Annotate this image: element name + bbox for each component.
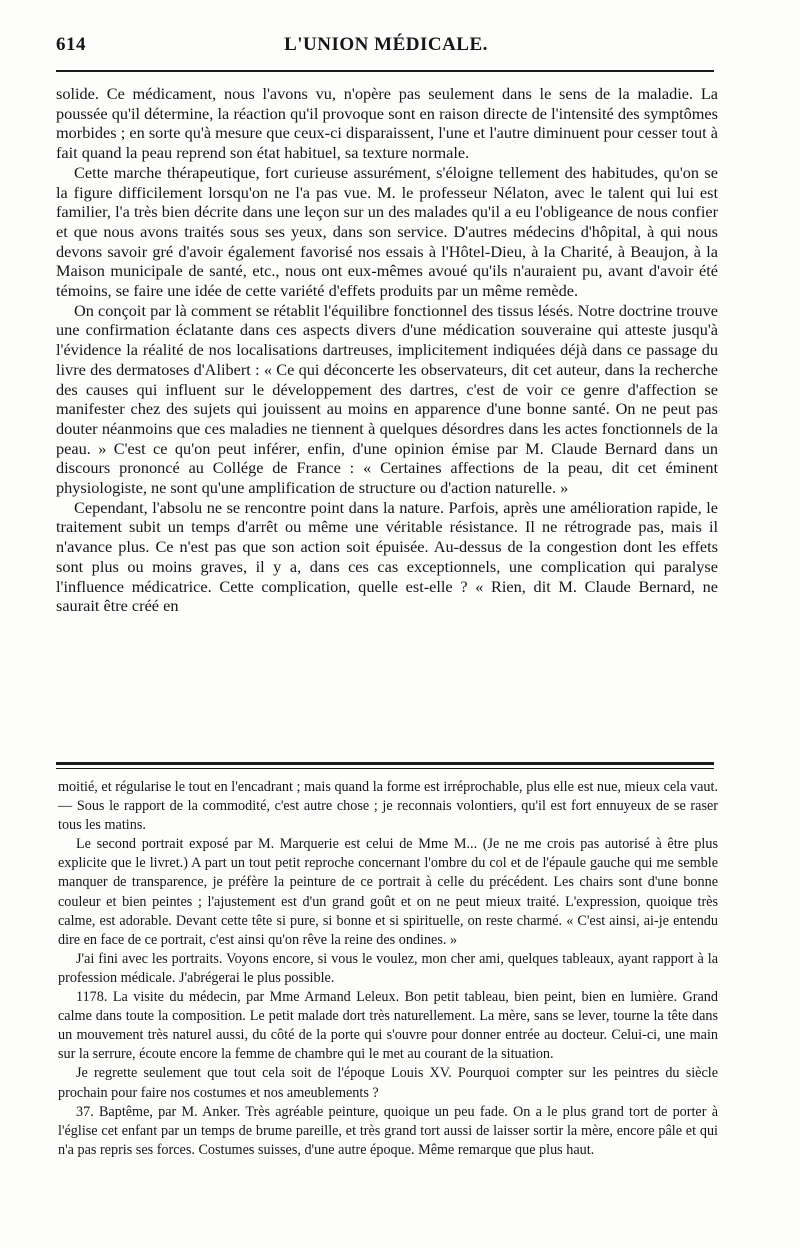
feuilleton-paragraph: J'ai fini avec les portraits. Voyons encore, si vous le voulez, mon cher ami, quelques tableaux, ayant rapport à la profession médicale. J'abrégerai le plus possible. — [58, 950, 718, 986]
feuilleton-separator-thin — [56, 768, 714, 769]
main-paragraph: Cependant, l'absolu ne se rencontre point dans la nature. Parfois, après une amélioration rapide, le traitement subit un temps d'arrêt ou même une véritable résistance. Il ne rétrograde pas, mais il n'avance plus. Ce n'est pas que son action soit épuisée. Au-dessus de la congestion dont les effets sont plus ou moins graves, il y a, dans ces cas exceptionnels, une complication qui paralyse l'influence médicatrice. Cette complication, quelle est-elle ? « Rien, dit M. Claude Bernard, ne saurait être créé en — [56, 497, 718, 616]
page-number: 614 — [56, 34, 86, 55]
feuilleton-paragraph: Le second portrait exposé par M. Marquerie est celui de Mme M... (Je ne me crois pas autorisé à être plus explicite que le livret.) A part un tout petit reproche concernant l'ombre du col et de l'épaule gauche qui me semble manquer de transparence, je préfère la peinture de ce portrait à celle du précédent. Les chairs sont d'une bonne couleur et bien peintes ; l'ajustement est d'un grand goût et on ne peut mieux traité. L'expression, quoique très calme, est adorable. Devant cette tête si pure, si bonne et si spirituelle, on reste charmé. « C'est ainsi, ai-je entendu dire en face de ce portrait, c'est ainsi qu'on rêve la reine des ondines. » — [58, 836, 718, 948]
feuilleton-separator-thick — [56, 762, 714, 765]
page-header — [56, 34, 716, 58]
feuilleton-paragraph: 1178. La visite du médecin, par Mme Armand Leleux. Bon petit tableau, bien peint, bien en lumière. Grand calme dans toute la composition. Le petit malade dort très naturellement. La mère, sans se lever, tourne la tête dans un mouvement très naturel aussi, du côté de la porte qui s'ouvre pour donner entrée au docteur. Celui-ci, une main sur la serrure, écoute encore la femme de chambre qui le met au courant de la situation. — [58, 989, 718, 1063]
main-paragraph: On conçoit par là comment se rétablit l'équilibre fonctionnel des tissus lésés. Notre doctrine trouve une confirmation éclatante dans ces aspects divers d'une médication souveraine qui atteste jusqu'à l'évidence la réalité de nos localisations dartreuses, implicitement indiquées déjà dans ce passage du livre des dermatoses d'Alibert : « Ce qui déconcerte les observateurs, dit cet auteur, dans la recherche des causes qui influent sur le développement des dartres, c'est de voir ce genre d'affection se manifester chez des sujets qui jouissent au moins en apparence d'une bonne santé. On ne peut pas douter néanmoins que ces maladies ne tiennent à quelques désordres dans les actes fonctionnels de la peau. » C'est ce qu'on peut inférer, enfin, d'une opinion émise par M. Claude Bernard dans un discours prononcé au Collége de France : « Certaines affections de la peau, dit cet éminent physiologiste, ne sont qu'une amplification de structure ou d'action naturelle. » — [56, 300, 718, 498]
main-article — [56, 84, 718, 616]
main-paragraph: solide. Ce médicament, nous l'avons vu, n'opère pas seulement dans le sens de la maladie. La poussée qu'il détermine, la réaction qu'il provoque sont en raison directe de l'intensité des symptômes morbides ; en sorte qu'à mesure que ceux-ci disparaissent, l'une et l'autre diminuent pour cesser tout à fait quand la peau reprend son état habituel, sa texture normale. — [56, 84, 718, 163]
feuilleton-paragraph: Je regrette seulement que tout cela soit de l'époque Louis XV. Pourquoi compter sur les peintres du siècle prochain pour faire nos costumes et nos ameublements ? — [58, 1065, 718, 1101]
feuilleton-paragraph: moitié, et régularise le tout en l'encadrant ; mais quand la forme est irréprochable, plus elle est nue, mieux cela vaut. — Sous le rapport de la commodité, c'est autre chose ; je reconnais volontiers, qu'il est fort ennuyeux de se raser tous les matins. — [58, 779, 718, 834]
feuilleton-section — [58, 778, 718, 1160]
main-paragraph: Cette marche thérapeutique, fort curieuse assurément, s'éloigne tellement des habitudes, qu'on se la figure difficilement lorsqu'on ne l'a pas vue. M. le professeur Nélaton, avec le talent qui lui est familier, l'a très bien décrite dans une leçon sur un des malades qu'il a eu l'obligeance de nous confier et que nous avons traités sous ses yeux, dans son service. D'autres médecins d'hôpital, à qui nous devons savoir gré d'avoir également favorisé nos essais à l'Hôtel-Dieu, à la Charité, à Beaujon, à la Maison municipale de santé, etc., nous ont eux-mêmes avoué qu'ils n'auraient pu, avant d'avoir été témoins, se faire une idée de cette variété d'effets produits par un même remède. — [56, 162, 718, 301]
running-title: L'UNION MÉDICALE. — [284, 34, 488, 55]
header-rule — [56, 70, 714, 72]
feuilleton-paragraph: 37. Baptême, par M. Anker. Très agréable peinture, quoique un peu fade. On a le plus grand tort de porter à l'église cet enfant par un temps de brume pareille, et très grand tort aussi de laisser sortir la mère, encore pâle et qui n'a pas repris ses forces. Costumes suisses, d'une autre époque. Même remarque que plus haut. — [58, 1103, 718, 1158]
